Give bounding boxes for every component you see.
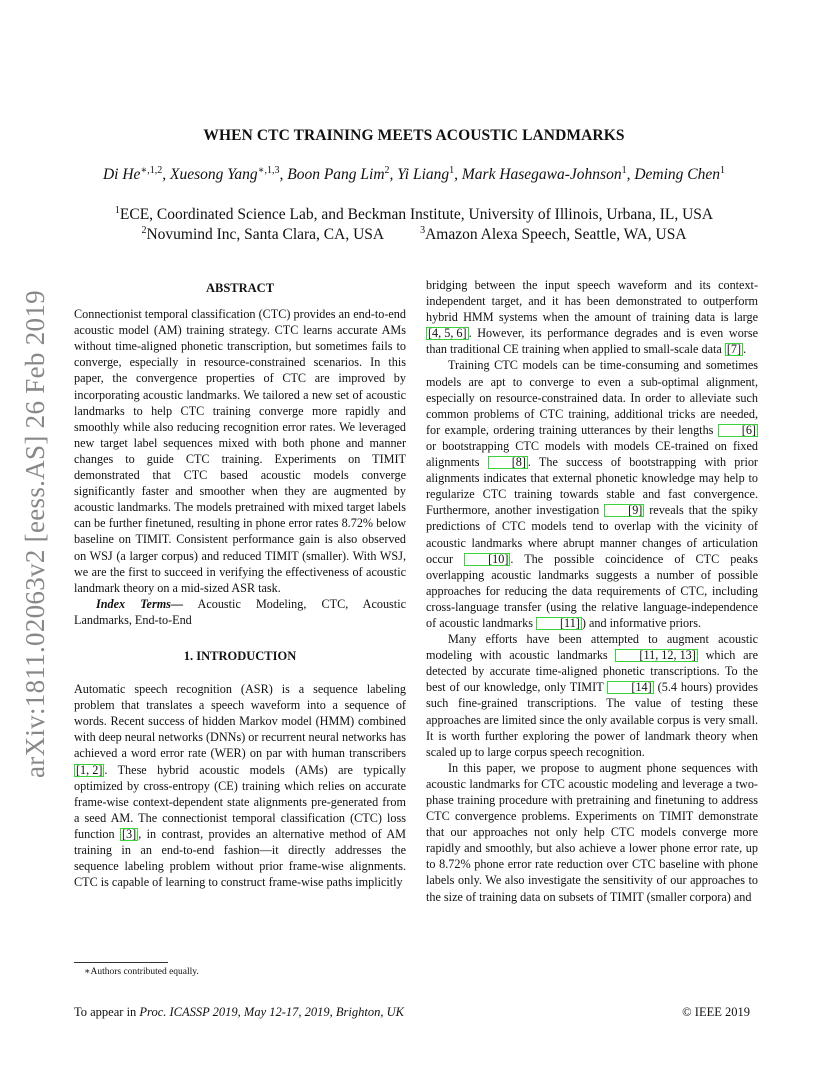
paragraph-text: or bootstrapping CTC models with models CE-trained on fixed alignments bbox=[426, 438, 758, 470]
author-name: Mark Hasegawa-Johnson bbox=[461, 166, 622, 184]
paragraph-text: Many efforts have been attempted to augment acoustic modeling with acoustic landmarks bbox=[426, 632, 758, 663]
citation-link[interactable]: [11, 12, 13] bbox=[615, 649, 697, 662]
index-terms-label: Index Terms— bbox=[96, 596, 184, 611]
footnote-divider bbox=[74, 962, 168, 963]
author-name: Deming Chen bbox=[634, 166, 721, 184]
affiliation-line-2 bbox=[0, 225, 828, 244]
affiliation-1: ECE, Coordinated Science Lab, and Beckman Institute, University of Illinois, Urbana, IL, USA bbox=[119, 206, 714, 224]
author-affil-marker: ∗,1,2 bbox=[140, 165, 163, 176]
paragraph-text: . These hybrid acoustic models (AMs) are typically optimized by cross-entropy (CE) training which relies on accurate frame-wise context-dependent state alignments pre-generated from a seed AM. The connectionist temporal classification (CTC) loss function bbox=[74, 762, 406, 841]
intro-paragraph-4: In this paper, we propose to augment phone sequences with acoustic landmarks for CTC acoustic modeling and leverage a two-phase training procedure with pretraining and finetuning to address CTC convergence problems. Experiments on TIMIT demonstrate that our approaches not only help CTC models converge more rapidly and smoothly, but also achieve a lower phone error rate, up to 8.72% phone error rate reduction over CTC baseline with phone labels only. We also investigate the sensitivity of our approaches to the size of training data on subsets of TIMIT (smaller corpora) and bbox=[426, 760, 758, 904]
affil-marker: 1 bbox=[114, 205, 120, 216]
citation-link[interactable]: [10] bbox=[464, 553, 510, 566]
author-affil-marker: 1 bbox=[449, 165, 455, 176]
paragraph-text: . However, its performance degrades and is even worse than traditional CE training when applied to small-scale data bbox=[426, 326, 758, 357]
footer-venue-text: Proc. ICASSP 2019, May 12-17, 2019, Brighton, UK bbox=[139, 1005, 404, 1019]
intro-paragraph-1-continued bbox=[426, 277, 758, 357]
paragraph-text: Automatic speech recognition (ASR) is a sequence labeling problem that translates a speech waveform into a sequence of words. Recent success of hidden Markov model (HMM) combined with deep neural networks (DNNs) or recurrent neural networks has achieved a word error rate (WER) on par with human transcribers bbox=[74, 682, 406, 761]
abstract-body: Connectionist temporal classification (CTC) provides an end-to-end acoustic model (AM) training strategy. CTC learns accurate AMs without time-aligned phonetic transcription, but sometimes fails to converge, especially in resource-constrained scenarios. In this paper, the convergence properties of CTC are improved by incorporating acoustic landmarks. We tailored a new set of acoustic landmarks to help CTC training converge more rapidly and smoothly while also reducing recognition error rates. We leveraged new target label sequences mixed with both phone and manner changes to guide CTC training. Experiments on TIMIT demonstrated that CTC based acoustic models converge significantly faster and smoother when they are augmented by acoustic landmarks. The models pretrained with mixed target labels can be further finetuned, resulting in phone error rates 8.72% below baseline on TIMIT. Consistent performance gain is also observed on WSJ (a larger corpus) and reduced TIMIT (smaller). With WSJ, we are the first to succeed in verifying the effectiveness of acoustic landmark theory on a mid-sized ASR task. bbox=[74, 307, 406, 595]
author-name: Yi Liang bbox=[397, 166, 450, 184]
footer-copyright: © IEEE 2019 bbox=[682, 1005, 750, 1019]
intro-paragraph-1 bbox=[74, 681, 406, 890]
affiliation-2: Novumind Inc, Santa Clara, CA, USA bbox=[146, 226, 385, 244]
paragraph-text: . The possible coincidence of CTC peaks overlapping acoustic landmarks suggests a number of possible approaches for reducing the data requirements of CTC, including cross-language transfer (using the relative language-independence of acoustic landmarks bbox=[426, 551, 758, 630]
citation-link[interactable]: [8] bbox=[488, 456, 528, 469]
author-name: Di He bbox=[102, 166, 141, 184]
index-terms-list: Acoustic Modeling, CTC, Acoustic Landmarks, End-to-End bbox=[74, 596, 406, 627]
citation-link[interactable]: [11] bbox=[536, 617, 582, 630]
paragraph-text: bridging between the input speech waveform and its context-independent target, and it has been demonstrated to outperform hybrid HMM systems when the amount of training data is large bbox=[426, 278, 758, 325]
introduction-heading: 1. INTRODUCTION bbox=[183, 648, 297, 663]
affiliation-line-1 bbox=[0, 205, 828, 224]
footer-venue bbox=[74, 1005, 404, 1020]
paragraph-text: , in contrast, provides an alternative method of AM training in an end-to-end fashion—it directly addresses the sequence labeling problem without prior frame-wise alignments. CTC is capable of learning to construct frame-wise paths implicitly bbox=[74, 826, 406, 890]
intro-paragraph-3 bbox=[426, 631, 758, 760]
paragraph-text: . bbox=[743, 342, 747, 357]
author-affil-marker: 1 bbox=[621, 165, 627, 176]
arxiv-identifier-stamp: arXiv:1811.02063v2 [eess.AS] 26 Feb 2019 bbox=[20, 290, 50, 778]
abstract-heading: ABSTRACT bbox=[205, 281, 275, 295]
footnote: ∗Authors contributed equally. bbox=[84, 967, 199, 977]
paragraph-text: Training CTC models can be time-consuming and sometimes models are apt to converge to even a sub-optimal alignment, especially on resource-constrained data. In order to alleviate such common problems of CTC training, additional tricks are needed, for example, ordering training utterances by their lengths bbox=[426, 358, 758, 437]
citation-link[interactable]: [14] bbox=[607, 681, 653, 694]
intro-paragraph-2 bbox=[426, 357, 758, 631]
citation-link[interactable]: [4, 5, 6] bbox=[428, 326, 467, 341]
citation-link[interactable]: [9] bbox=[604, 504, 644, 517]
author-affil-marker: 1 bbox=[720, 165, 726, 176]
citation-link[interactable]: [7] bbox=[726, 342, 742, 357]
author-affil-marker: 2 bbox=[384, 165, 390, 176]
author-name: Boon Pang Lim bbox=[287, 166, 385, 184]
paragraph-text: (5.4 hours) provides such fine-grained transcriptions. The value of testing these approaches are limited since the only available corpus is very small. It is worth further exploring the power of landmark theory when scaled up to large corpus speech recognition. bbox=[426, 680, 759, 759]
affiliation-3: Amazon Alexa Speech, Seattle, WA, USA bbox=[425, 226, 687, 244]
author-affil-marker: ∗,1,3 bbox=[257, 165, 280, 176]
paper-title: WHEN CTC TRAINING MEETS ACOUSTIC LANDMARKS bbox=[203, 127, 625, 144]
paragraph-text: reveals that the spiky predictions of CTC models tend to overlap with the vicinity of acoustic landmarks where abrupt manner changes of articulation occur bbox=[426, 503, 758, 566]
citation-link[interactable]: [1, 2] bbox=[76, 762, 103, 777]
citation-link[interactable]: [6] bbox=[718, 424, 758, 437]
affil-marker: 3 bbox=[420, 225, 426, 236]
author-name: Xuesong Yang bbox=[169, 166, 258, 184]
right-column bbox=[426, 277, 758, 905]
author-list: Di $He^{∗,1,2}$, Xuesong Yang$^{∗,1,3}$, Boon Pang Lim$^2$, Yi Liang$^1$, Mark Hasegawa-Johnson$^1$, Deming Chen$^1$ bbox=[102, 165, 726, 184]
footer-prefix: To appear in bbox=[74, 1005, 140, 1019]
left-column bbox=[74, 280, 406, 890]
paragraph-text: ) and informative priors. bbox=[581, 615, 701, 630]
paragraph-text: . The success of bootstrapping with prior alignments indicates that external phonetic knowledge may help to regularize CTC training towards stable and fast convergence. Furthermore, another investigation bbox=[426, 455, 758, 518]
paragraph-text: which are detected by accurate time-aligned phonetic transcriptions. To the best of our knowledge, only TIMIT bbox=[426, 648, 758, 695]
index-terms bbox=[74, 596, 406, 628]
affil-marker: 2 bbox=[141, 225, 147, 236]
citation-link[interactable]: [3] bbox=[122, 826, 137, 841]
